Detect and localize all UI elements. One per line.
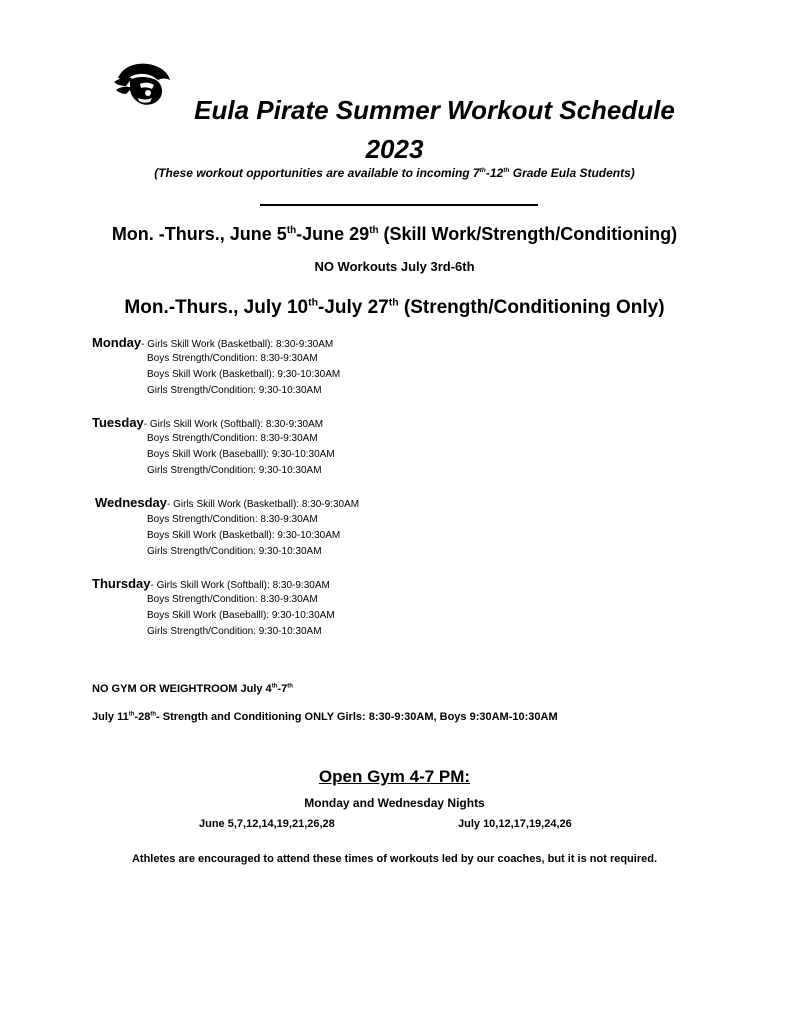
day-name: Wednesday xyxy=(95,495,168,510)
july-dates: July 10,12,17,19,24,26 xyxy=(458,818,572,830)
schedule-line: Girls Strength/Condition: 9:30-10:30AM xyxy=(147,385,322,396)
schedule-line: Boys Strength/Condition: 8:30-9:30AM xyxy=(147,514,318,525)
day-tuesday xyxy=(92,415,323,430)
subtitle: (These workout opportunities are available to incoming 7th-12th Grade Eula Students) xyxy=(154,166,635,180)
footer-note: Athletes are encouraged to attend these times of workouts led by our coaches, but it is not required. xyxy=(131,853,658,865)
divider xyxy=(260,204,538,206)
day-first-line: - Girls Skill Work (Basketball): 8:30-9:30AM xyxy=(141,339,334,350)
day-first-line: - Girls Skill Work (Softball): 8:30-9:30AM xyxy=(150,580,330,591)
schedule-line: Boys Strength/Condition: 8:30-9:30AM xyxy=(147,433,318,444)
schedule-line: Girls Strength/Condition: 9:30-10:30AM xyxy=(147,626,322,637)
schedule-line: Boys Strength/Condition: 8:30-9:30AM xyxy=(147,353,318,364)
schedule-line: Boys Strength/Condition: 8:30-9:30AM xyxy=(147,594,318,605)
day-monday xyxy=(92,335,333,350)
june-dates: June 5,7,12,14,19,21,26,28 xyxy=(199,818,335,830)
schedule-line: Boys Skill Work (Baseballl): 9:30-10:30AM xyxy=(147,449,335,460)
page-title: Eula Pirate Summer Workout Schedule xyxy=(194,95,675,125)
session-2-heading: Mon.-Thurs., July 10th-July 27th (Strength/Conditioning Only) xyxy=(124,297,665,318)
day-thursday xyxy=(92,576,330,591)
schedule-line: Boys Skill Work (Basketball): 9:30-10:30AM xyxy=(147,369,341,380)
open-gym-title: Open Gym 4-7 PM: xyxy=(318,767,471,786)
session-1-heading: Mon. -Thurs., June 5th-June 29th (Skill Work/Strength/Conditioning) xyxy=(111,224,678,244)
no-workouts-note: NO Workouts July 3rd-6th xyxy=(314,259,475,274)
no-gym-note: NO GYM OR WEIGHTROOM July 4th-7th xyxy=(92,683,293,695)
day-name: Thursday xyxy=(92,576,151,591)
strength-note: July 11th-28th- Strength and Conditioning ONLY Girls: 8:30-9:30AM, Boys 9:30AM-10:30AM xyxy=(92,711,558,723)
day-wednesday xyxy=(95,495,359,510)
schedule-line: Boys Skill Work (Basketball): 9:30-10:30AM xyxy=(147,530,341,541)
day-first-line: - Girls Skill Work (Basketball): 8:30-9:30AM xyxy=(167,499,360,510)
day-name: Monday xyxy=(92,335,142,350)
schedule-line: Girls Strength/Condition: 9:30-10:30AM xyxy=(147,546,322,557)
day-name: Tuesday xyxy=(92,415,144,430)
schedule-line: Boys Skill Work (Baseballl): 9:30-10:30AM xyxy=(147,610,335,621)
day-first-line: - Girls Skill Work (Softball): 8:30-9:30AM xyxy=(143,419,324,430)
page-title-year: 2023 xyxy=(365,134,424,164)
open-gym-subtitle: Monday and Wednesday Nights xyxy=(304,796,485,810)
schedule-line: Girls Strength/Condition: 9:30-10:30AM xyxy=(147,465,322,476)
